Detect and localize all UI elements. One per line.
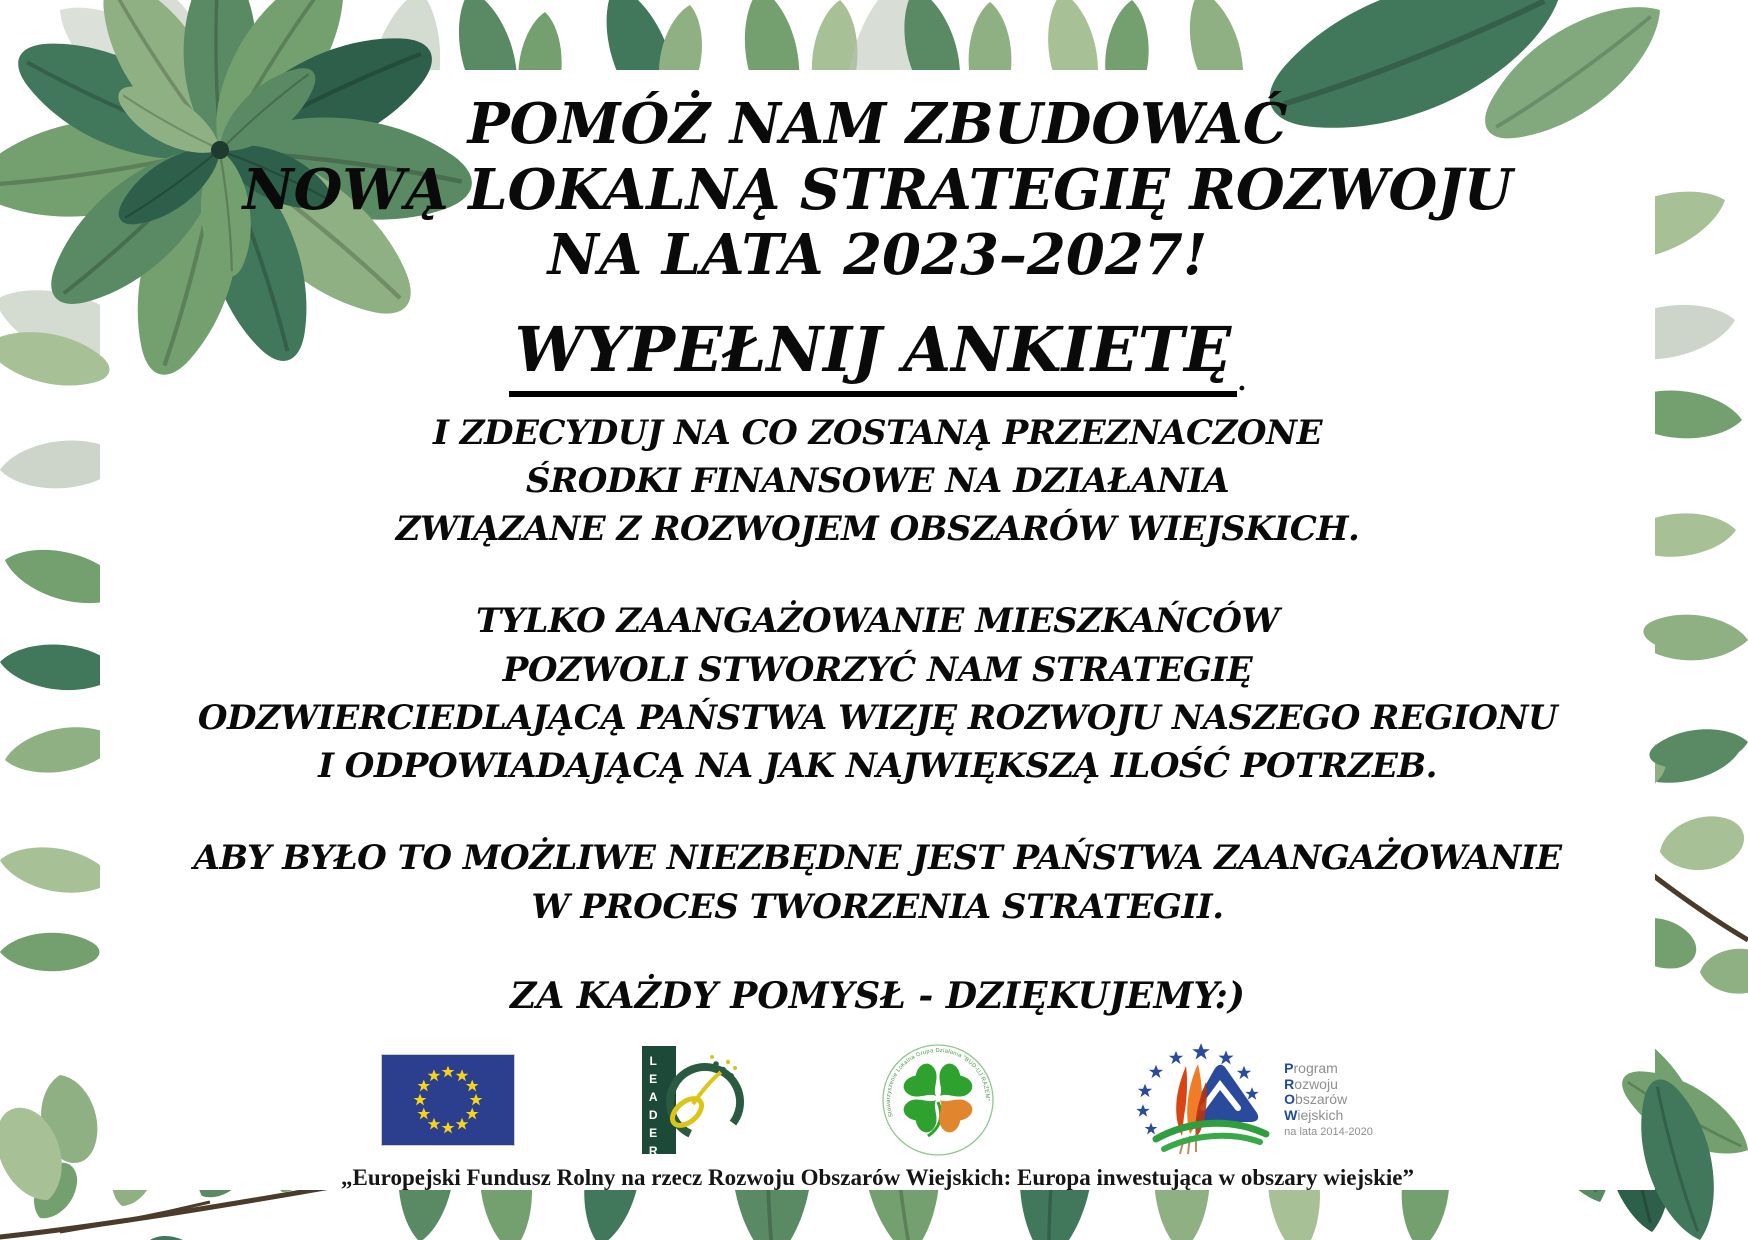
leader-label: LEADER (646, 1053, 661, 1162)
intro-line-2: ŚRODKI FINANSOWE NA DZIAŁANIA (525, 460, 1230, 501)
intro-paragraph (396, 409, 1360, 554)
leader-sprout-icon (642, 1046, 750, 1162)
thanks-line: ZA KAŻDY POMYSŁ - DZIĘKUJEMY:) (510, 974, 1245, 1017)
logo-row (382, 1043, 1373, 1162)
engagement-line-1: TYLKO ZAANGAŻOWANIE MIESZKAŃCÓW (475, 601, 1280, 642)
prow-text-block (1284, 1061, 1373, 1138)
intro-line-3: ZWIĄZANE Z ROZWOJEM OBSZARÓW WIEJSKICH. (395, 509, 1360, 550)
prow-word-1: Program (1284, 1060, 1338, 1077)
prow-emblem-icon (1126, 1042, 1276, 1157)
survey-heading-wrap (509, 312, 1247, 397)
survey-heading: WYPEŁNIJ ANKIETĘ (509, 319, 1238, 397)
title-line-2: NOWĄ LOKALNĄ STRATEGIĘ ROZWOJU (242, 156, 1513, 223)
title-line-3: NA LATA 2023–2027! (547, 222, 1208, 289)
eu-flag-icon (382, 1055, 514, 1145)
prow-word-4: Wiejskich (1284, 1107, 1344, 1124)
engagement-line-2: POZWOLI STWORZYĆ NAM STRATEGIĘ (502, 649, 1253, 690)
lgd-circle-text: Stowarzyszenie Lokalna Grupa Działania "BUD-UJ RAZEM" (886, 1047, 991, 1118)
engagement-line-3: ODZWIERCIEDLAJĄCĄ PAŃSTWA WIZJĘ ROZWOJU NASZEGO REGIONU (197, 697, 1558, 738)
survey-heading-period: . (1237, 366, 1247, 397)
intro-line-1: I ZDECYDUJ NA CO ZOSTANĄ PRZEZNACZONE (432, 412, 1323, 453)
engagement-paragraph (198, 597, 1557, 790)
engagement-line-4: I ODPOWIADAJĄCĄ NA JAK NAJWIĘKSZĄ ILOŚĆ POTRZEB. (318, 746, 1437, 787)
funding-note: „Europejski Fundusz Rolny na rzecz Rozwoju Obszarów Wiejskich: Europa inwestująca w obszary wiejskie” (341, 1164, 1414, 1190)
requirement-paragraph (193, 834, 1561, 931)
prow-word-2: Rozwoju (1284, 1075, 1338, 1092)
prow-logo (1126, 1042, 1373, 1157)
leader-logo-icon (642, 1046, 750, 1162)
poster-panel (100, 70, 1655, 1190)
poster-title (242, 92, 1512, 289)
prow-years: na lata 2014-2020 (1284, 1125, 1373, 1138)
requirement-line-2: W PROCES TWORZENIA STRATEGII. (531, 886, 1224, 927)
title-line-1: POMÓŻ NAM ZBUDOWAĆ (467, 91, 1288, 157)
prow-word-3: Obszarów (1284, 1091, 1348, 1108)
lgd-clover-icon (878, 1040, 998, 1160)
requirement-line-1: ABY BYŁO TO MOŻLIWE NIEZBĘDNE JEST PAŃSTWA ZAANGAŻOWANIE (193, 838, 1562, 879)
